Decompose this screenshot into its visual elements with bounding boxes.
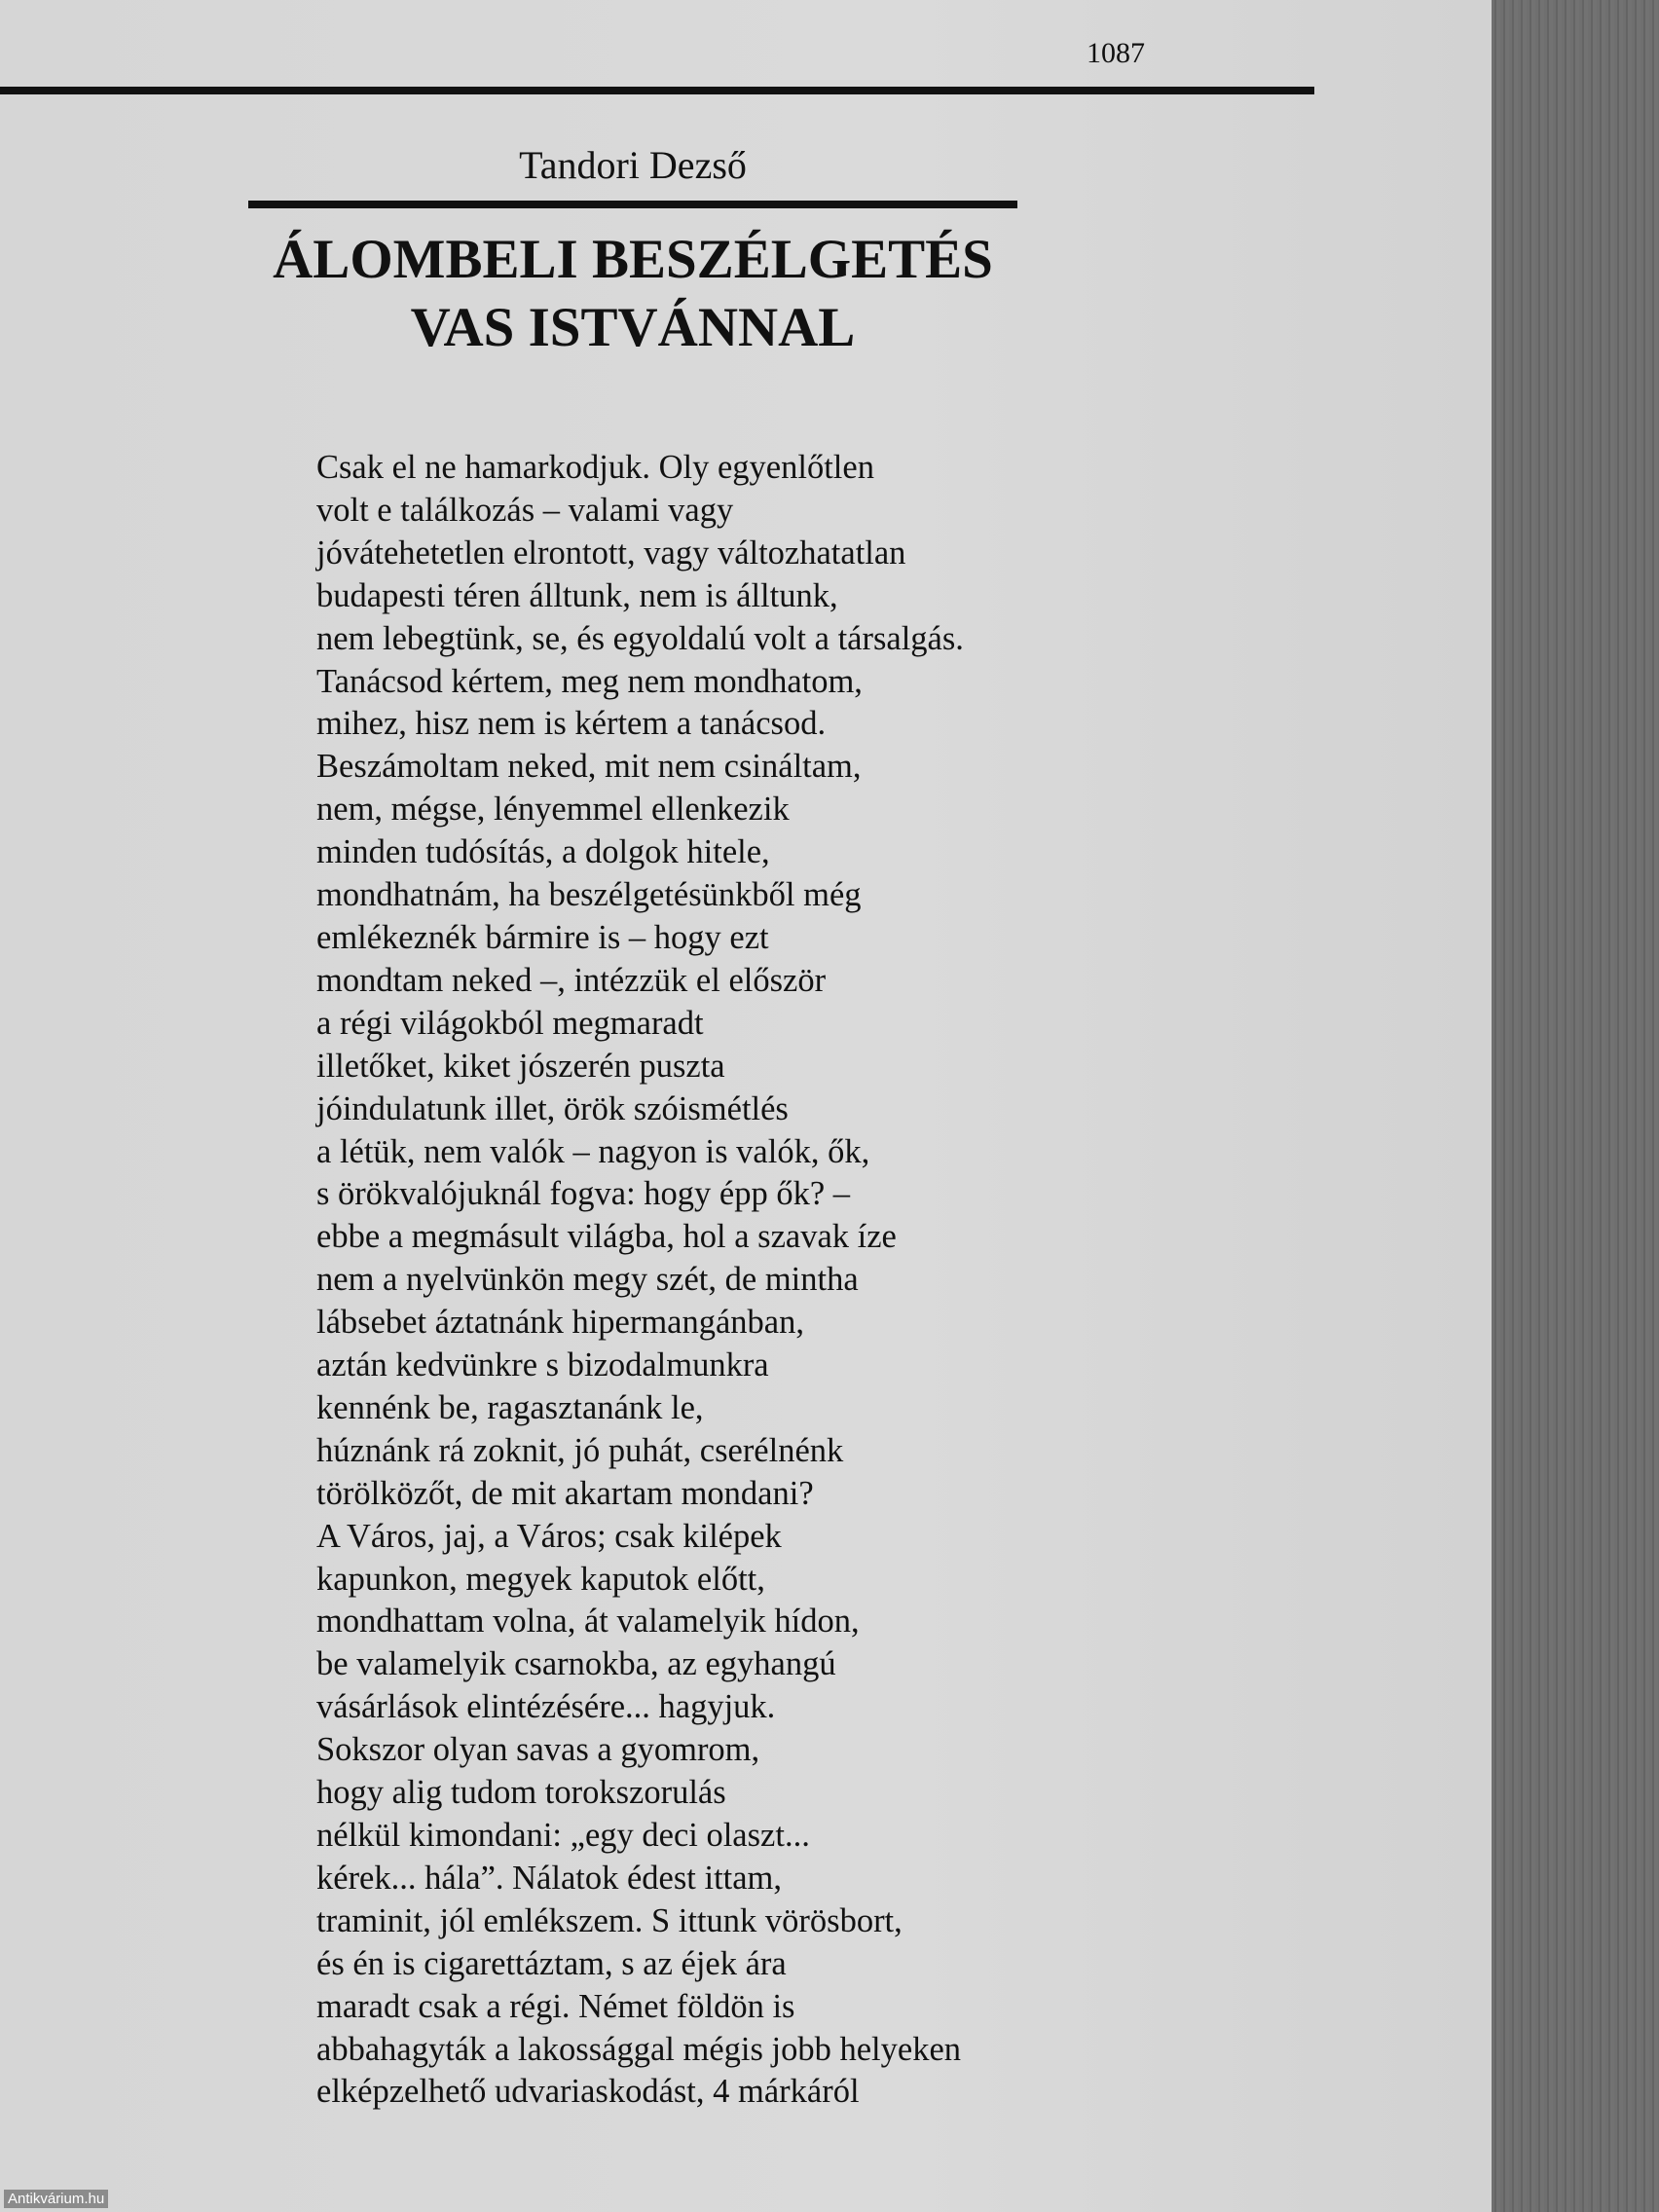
poem-line: traminit, jól emlékszem. S ittunk vörösbort, [316, 1901, 903, 1939]
poem-line: budapesti téren álltunk, nem is álltunk, [316, 576, 838, 614]
title-rule [248, 201, 1017, 208]
poem-line: kérek... hála”. Nálatok édest ittam, [316, 1859, 783, 1897]
poem-line: és én is cigarettáztam, s az éjek ára [316, 1944, 787, 1982]
poem-line: emlékeznék bármire is – hogy ezt [316, 918, 769, 956]
poem-line: törölközőt, de mit akartam mondani? [316, 1474, 814, 1512]
poem-line: nem, mégse, lényemmel ellenkezik [316, 791, 790, 829]
poem-line: vásárlások elintézésére... hagyjuk. [316, 1688, 776, 1726]
watermark: Antikvárium.hu [4, 2190, 108, 2208]
poem-line: be valamelyik csarnokba, az egyhangú [316, 1645, 836, 1683]
header-rule [0, 87, 1314, 94]
poem-line: abbahagyták a lakossággal mégis jobb helyeken [316, 2030, 962, 2068]
poem-line: Sokszor olyan savas a gyomrom, [316, 1731, 760, 1769]
poem-line: kapunkon, megyek kaputok előtt, [316, 1560, 765, 1598]
poem-line: jóvátehetetlen elrontott, vagy változhatatlan [316, 534, 906, 571]
poem-line: hogy alig tudom torokszorulás [316, 1774, 726, 1812]
poem-body [316, 447, 964, 2114]
title-line: VAS ISTVÁNNAL [410, 297, 856, 358]
poem-line: nem lebegtünk, se, és egyoldalú volt a társalgás. [316, 619, 964, 657]
poem-line: jóindulatunk illet, örök szóismétlés [316, 1089, 789, 1127]
poem-line: lábsebet áztatnánk hipermangánban, [316, 1304, 804, 1342]
poem-line: húznánk rá zoknit, jó puhát, cserélnénk [316, 1431, 844, 1469]
poem-line: A Város, jaj, a Város; csak kilépek [316, 1517, 782, 1555]
poem-line: nélkül kimondani: „egy deci olaszt... [316, 1817, 810, 1854]
poem-line: Beszámoltam neked, mit nem csináltam, [316, 748, 862, 786]
poem-line: mondhattam volna, át valamelyik hídon, [316, 1603, 860, 1641]
poem-line: mondhatnám, ha beszélgetésünkből még [316, 876, 862, 914]
author-name: Tandori Dezső [519, 143, 747, 187]
poem-line: minden tudósítás, a dolgok hitele, [316, 833, 770, 871]
poem-line: elképzelhető udvariaskodást, 4 márkáról [316, 2073, 860, 2111]
poem-line: mihez, hisz nem is kértem a tanácsod. [316, 705, 827, 743]
book-edge [1492, 0, 1659, 2212]
page-number: 1087 [1087, 37, 1145, 69]
poem-line: aztán kedvünkre s bizodalmunkra [316, 1346, 769, 1384]
poem-line: a létük, nem valók – nagyon is valók, ők, [316, 1132, 870, 1170]
poem-line: illetőket, kiket jószerén puszta [316, 1047, 725, 1085]
poem-line: ebbe a megmásult világba, hol a szavak íze [316, 1218, 897, 1256]
poem-line: volt e találkozás – valami vagy [316, 491, 734, 529]
poem-line: mondtam neked –, intézzük el először [316, 961, 827, 999]
poem-title [195, 226, 1071, 362]
title-line: ÁLOMBELI BESZÉLGETÉS [273, 229, 993, 290]
poem-line: a régi világokból megmaradt [316, 1004, 704, 1042]
poem-line: s örökvalójuknál fogva: hogy épp ők? – [316, 1175, 851, 1213]
poem-line: Tanácsod kértem, meg nem mondhatom, [316, 662, 863, 700]
poem-line: nem a nyelvünkön megy szét, de mintha [316, 1261, 859, 1299]
poem-line: Csak el ne hamarkodjuk. Oly egyenlőtlen [316, 449, 874, 486]
poem-line: kennénk be, ragasztanánk le, [316, 1388, 704, 1426]
poem-line: maradt csak a régi. Német földön is [316, 1987, 795, 2025]
